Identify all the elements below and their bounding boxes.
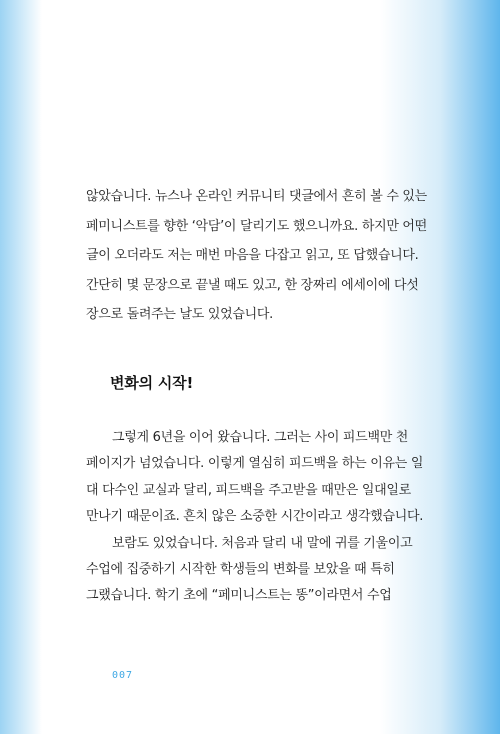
page-number: 007 — [112, 670, 134, 681]
text-line: 수업에 집중하기 시작한 학생들의 변화를 보았을 때 특히 — [86, 562, 395, 578]
text-line: 그렇게 6년을 이어 왔습니다. 그러는 사이 피드백만 천 — [112, 430, 409, 445]
text-line: 페미니스트를 향한 ‘악담’이 달리기도 했으니까요. 하지만 어떤 — [86, 218, 427, 234]
text-line: 페이지가 넘었습니다. 이렇게 열심히 피드백을 하는 이유는 일 — [86, 456, 424, 472]
text-line: 간단히 몇 문장으로 끝낼 때도 있고, 한 장짜리 에세이에 다섯 — [86, 277, 419, 293]
section-heading: 변화의 시작! — [110, 374, 194, 392]
text-line: 보람도 있었습니다. 처음과 달리 내 말에 귀를 기울이고 — [112, 535, 413, 551]
text-line: 만나기 때문이죠. 흔치 않은 소중한 시간이라고 생각했습니다. — [86, 509, 424, 525]
body-paragraph-1 — [86, 182, 456, 330]
text-line: 않았습니다. 뉴스나 온라인 커뮤니티 댓글에서 흔히 볼 수 있는 — [86, 189, 427, 204]
text-line: 글이 오더라도 저는 매번 마음을 다잡고 읽고, 또 답했습니다. — [86, 248, 419, 263]
body-paragraph-2 — [86, 425, 456, 610]
text-line: 그랬습니다. 학기 초에 “페미니스트는 똥”이라면서 수업 — [86, 588, 392, 604]
text-line: 대 다수인 교실과 달리, 피드백을 주고받을 때만은 일대일로 — [86, 482, 411, 498]
text-line: 장으로 돌려주는 날도 있었습니다. — [86, 307, 273, 322]
